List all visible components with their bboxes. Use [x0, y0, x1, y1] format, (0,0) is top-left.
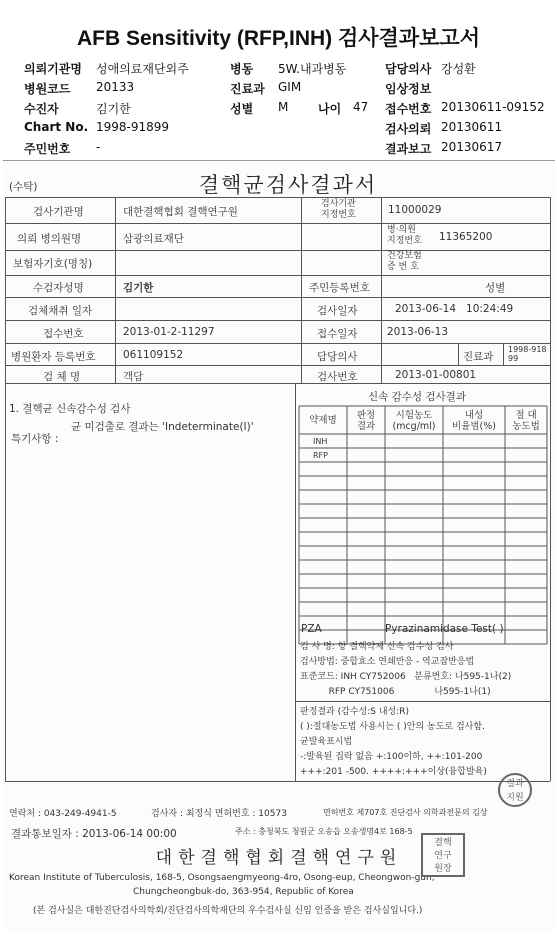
header-value: 1998-91899 [96, 120, 170, 134]
insured-label: 보험자기호(명칭) [13, 258, 93, 270]
criteria-line: 균발육표시법 [300, 737, 353, 747]
method-line: 표준코드: INH CY752006 분류번호: 나595-1나(2) [300, 672, 512, 682]
pza-test: Pyrazinamidase Test( ) [385, 623, 504, 635]
inst-label: 검사기관명 [33, 206, 84, 218]
scanned-document [3, 160, 555, 931]
header-value: 성애의료재단외주 [96, 62, 189, 76]
header-label: 나이 [318, 102, 342, 116]
pza-label: PZA [301, 623, 322, 635]
hosp-label: 의뢰 병의원명 [17, 233, 82, 245]
report-date: 결과통보일자 : 2013-06-14 00:00 [11, 828, 177, 840]
header-label: 진료과 [230, 82, 265, 96]
drug-name: INH [313, 437, 328, 446]
license: 면허번호 제707호 진단검사 의학과전문의 김상 [323, 808, 488, 817]
copy-label: (수탁) [9, 181, 38, 193]
header-label: 병동 [230, 62, 254, 76]
result-header: 약제명 [309, 415, 337, 426]
inst-no-label: 검사기관 지정번호 [321, 199, 356, 220]
header-value: 강성환 [441, 62, 476, 76]
left-text-3: 균 미검출로 결과는 'Indeterminate(I)' [71, 421, 254, 433]
specimen-label: 검 체 명 [43, 371, 81, 383]
acc-no: 2013-01-2-11297 [123, 326, 215, 338]
criteria-line: ( ):절대농도법 사용시는 ( )안의 농도로 검사함. [300, 722, 485, 732]
doc-title: 결핵균검사결과서 [198, 173, 378, 197]
header-label: 접수번호 [385, 102, 432, 116]
dept-label: 진료과 [463, 351, 494, 363]
header-label: 결과보고 [385, 142, 432, 156]
reg-no-label: 주민등록번호 [309, 282, 370, 294]
header-value: 20130617 [441, 140, 503, 154]
recv-date: 2013-06-13 [387, 326, 449, 338]
result-header: 판정 결과 [356, 410, 376, 432]
official-seal: 결핵 연구 원장 [421, 833, 465, 877]
method-line: 검 사 명: 항 결핵약제 신속 감수성 검사 [300, 642, 454, 652]
patient-value: 김기한 [123, 282, 154, 294]
header-label: 의뢰기관명 [24, 62, 82, 76]
header-label: 병원코드 [24, 82, 71, 96]
left-text-1: 1. 결핵균 신속감수성 검사 [9, 403, 131, 415]
inst-no: 11000029 [388, 204, 442, 216]
patient-label: 수검자성명 [33, 282, 84, 294]
address-kr: 주소 : 충청북도 청원군 오송읍 오송생명4로 168-5 [235, 827, 413, 836]
header-value: GIM [278, 80, 302, 94]
test-no: 2013-01-00801 [395, 369, 477, 381]
criteria-line: +++:201 -500. ++++:+++이상(융합발육) [300, 767, 487, 777]
test-date-label: 검사일자 [317, 305, 358, 317]
header-label: 임상정보 [385, 82, 432, 96]
header-label: Chart No. [24, 120, 89, 134]
doctor-label: 담당의사 [317, 351, 358, 363]
result-header: 시험농도 (mcg/ml) [392, 410, 436, 432]
inst-value: 대한결핵협회 결핵연구원 [123, 206, 238, 218]
test-date: 2013-06-14 10:24:49 [395, 303, 514, 315]
header-label: 담당의사 [385, 62, 432, 76]
header-value: 20133 [96, 80, 135, 94]
result-header: 절 대 농도법 [512, 410, 540, 432]
header-value: 5W.내과병동 [278, 62, 347, 76]
header-value: 20130611-09152 [441, 100, 545, 114]
small-seal: 결과 지원 [498, 773, 532, 807]
hosp-no: 11365200 [439, 231, 493, 243]
notice: (본 검사실은 대한진단검사의학회/진단검사의학재단의 우수검사실 신임 인증을 받은 검사실입니다.) [33, 906, 423, 916]
examiner: 검사자 : 최정식 면허번호 : 10573 [151, 809, 287, 819]
criteria-line: 판정결과 (감수성:S 내성:R) [300, 707, 410, 717]
org-name-en-1: Korean Institute of Tuberculosis, 168-5, Osongsaengmyeong-4ro, Osong-eup, Cheongwon-gun, [9, 873, 435, 883]
header-value: - [96, 140, 101, 154]
ins-no-label: 건강보험 증 번 호 [387, 251, 422, 272]
header-label: 검사의뢰 [385, 122, 432, 136]
method-line: 검사방법: 중합효소 연쇄반응 - 역교잡반응법 [300, 657, 475, 667]
header-label: 주민번호 [24, 142, 71, 156]
header-value: M [278, 100, 289, 114]
header-label: 성별 [230, 102, 254, 116]
contact: 연락처 : 043-249-4941-5 [9, 809, 117, 819]
specimen: 객담 [123, 371, 144, 383]
hosp-no-label: 병·의원 지정번호 [387, 225, 422, 246]
recv-date-label: 접수일자 [317, 328, 358, 340]
report-title: AFB Sensitivity (RFP,INH) 검사결과보고서 [77, 27, 480, 50]
sex-label: 성별 [485, 282, 506, 294]
hosp-pid: 061109152 [123, 349, 184, 361]
header-value: 김기한 [96, 102, 131, 116]
drug-name: RFP [313, 451, 328, 460]
method-line: RFP CY751006 나595-1나(1) [300, 687, 491, 697]
org-name-kr: 대한결핵협회결핵연구원 [155, 848, 403, 868]
header-value: 20130611 [441, 120, 503, 134]
header-label: 수진자 [24, 102, 59, 116]
collect-label: 검체채취 일자 [28, 305, 93, 317]
test-no-label: 검사번호 [317, 371, 358, 383]
hosp-value: 삼광의료재단 [123, 233, 184, 245]
left-text-2: 특기사항 : [11, 433, 59, 445]
result-title: 신속 감수성 검사결과 [368, 391, 466, 403]
acc-no-label: 접수번호 [43, 328, 84, 340]
dept-value: 1998-918 99 [508, 345, 547, 363]
result-header: 내성 비율범(%) [452, 410, 496, 432]
hosp-pid-label: 병원환자 등록번호 [11, 351, 96, 363]
header-value: 47 [353, 100, 369, 114]
criteria-line: -:발육된 집락 없음 +:100이하, ++:101-200 [300, 752, 483, 762]
org-name-en-2: Chungcheongbuk-do, 363-954, Republic of Korea [133, 887, 354, 897]
